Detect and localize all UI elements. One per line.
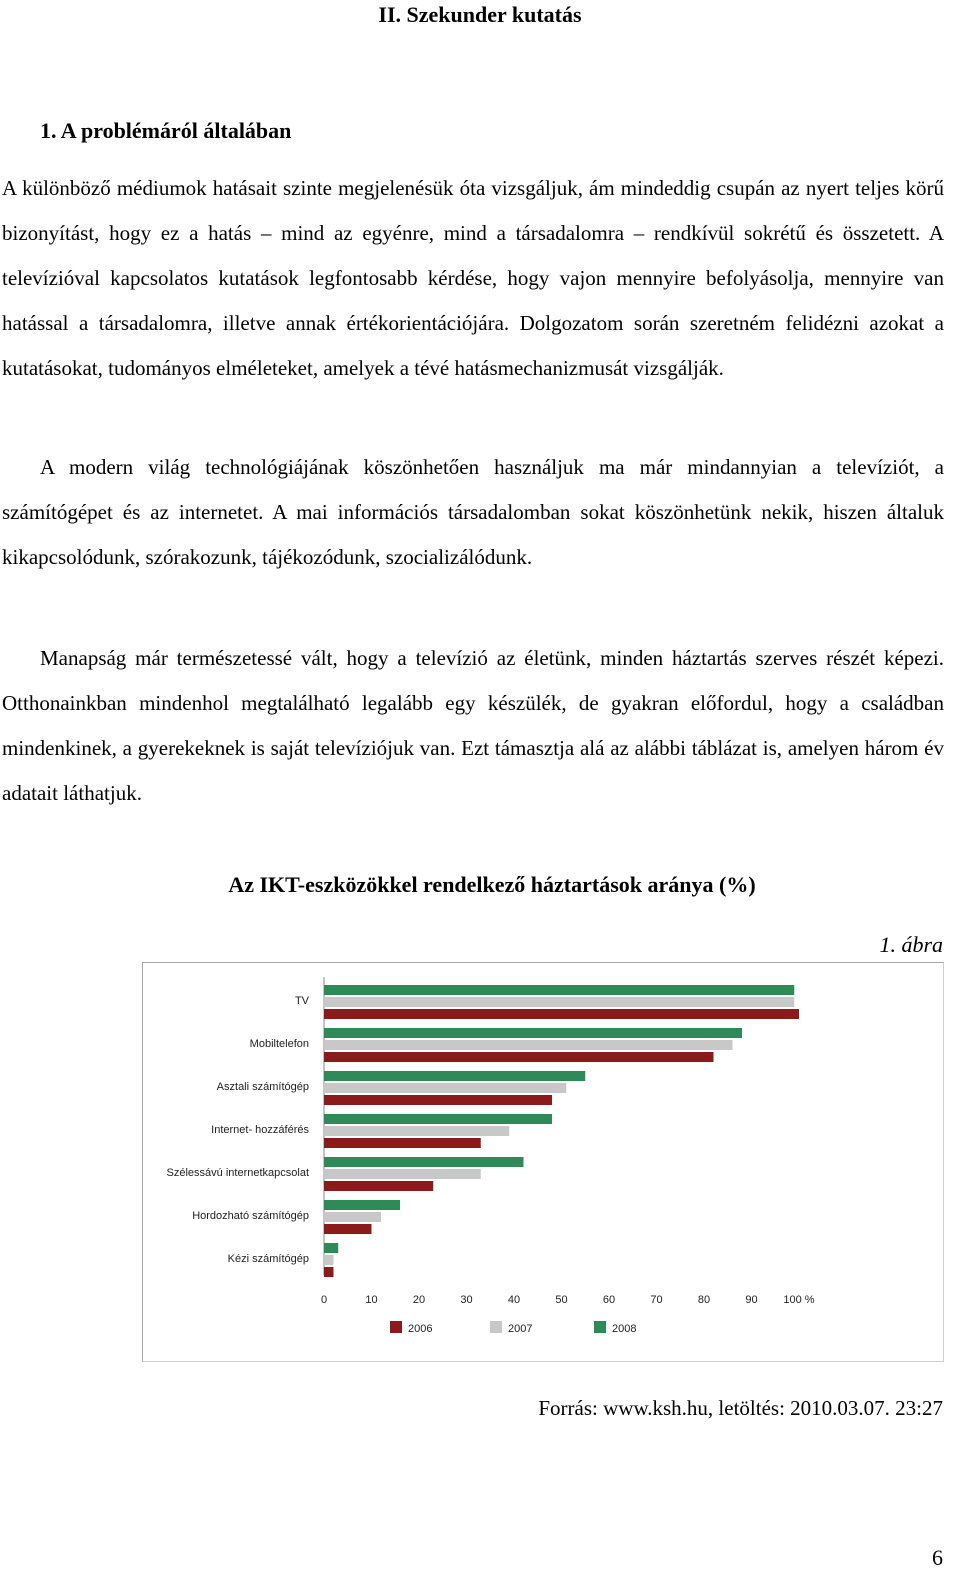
bar-2007 xyxy=(324,1212,381,1222)
bar-2008 xyxy=(324,1028,742,1038)
category-label: TV xyxy=(294,995,309,1007)
paragraph-3: Manapság már természetessé vált, hogy a televízió az életünk, minden háztartás szerves részét képezi. Otthonainkban mindenhol megtalálható legalább egy készülék, de gyakran előfordul, hogy a családban mindenkinek, a gyerekeknek is saját televíziójuk van. Ezt támasztja alá az alábbi táblázat is, amelyen három év adatait láthatjuk. xyxy=(2,646,944,805)
x-tick-label: 40 xyxy=(507,1294,521,1306)
category-label: Hordozható számítógép xyxy=(192,1210,309,1222)
x-tick-label: 20 xyxy=(412,1294,426,1306)
legend-label: 2007 xyxy=(508,1323,533,1335)
bar-2007 xyxy=(324,1255,334,1265)
section-heading: II. Szekunder kutatás xyxy=(378,2,582,27)
x-tick-label: 70 xyxy=(650,1294,663,1306)
bar-2006 xyxy=(324,1181,433,1191)
bar-2006 xyxy=(324,1009,799,1019)
bar-2008 xyxy=(324,1157,524,1167)
category-label: Kézi számítógép xyxy=(227,1253,309,1265)
bar-2007 xyxy=(324,1126,509,1136)
bar-2008 xyxy=(324,1071,585,1081)
page-number: 6 xyxy=(932,1545,943,1570)
category-label: Asztali számítógép xyxy=(216,1081,309,1093)
bar-2008 xyxy=(324,1200,400,1210)
bar-2008 xyxy=(324,1114,552,1124)
legend-swatch-2006 xyxy=(390,1321,402,1333)
subsection-heading: 1. A problémáról általában xyxy=(40,118,292,143)
paragraph-1: A különböző médiumok hatásait szinte megjelenésük óta vizsgáljuk, ám mindeddig csupán az nyert teljes körű bizonyítást, hogy ez a hatás – mind az egyénre, mind a társadalomra – rendkívül sokrétű és összetett. A televízióval kapcsolatos kutatások legfontosabb kérdése, hogy vajon mennyire befolyásolja, mennyire van hatással a társadalomra, illetve annak értékorientációjára. Dolgozatom során szeretném felidézni azokat a kutatásokat, tudományos elméleteket, amelyek a tévé hatásmechanizmusát vizsgálják. xyxy=(2,176,944,380)
category-label: Mobiltelefon xyxy=(249,1038,309,1050)
figure-title: Az IKT-eszközökkel rendelkező háztartások aránya (%) xyxy=(228,872,756,897)
bar-2007 xyxy=(324,997,794,1007)
bar-2007 xyxy=(324,1083,566,1093)
legend-label: 2008 xyxy=(612,1323,637,1335)
bar-2006 xyxy=(324,1052,714,1062)
bar-chart-svg xyxy=(143,963,943,1361)
bar-2006 xyxy=(324,1095,552,1105)
figure-number: 1. ábra xyxy=(879,932,943,957)
x-tick-label: 80 xyxy=(697,1294,711,1306)
category-label: Internet- hozzáférés xyxy=(211,1124,309,1136)
bar-2008 xyxy=(324,985,794,995)
bar-2006 xyxy=(324,1138,481,1148)
x-tick-label: 10 xyxy=(365,1294,378,1306)
bar-chart xyxy=(142,962,944,1362)
bar-2006 xyxy=(324,1267,334,1277)
paragraph-2: A modern világ technológiájának köszönhetően használjuk ma már mindannyian a televíziót, a számítógépet és az internetet. A mai információs társadalomban sokat köszönhetünk nekik, hiszen általuk kikapcsolódunk, szórakozunk, tájékozódunk, szocializálódunk. xyxy=(2,455,944,569)
bar-2008 xyxy=(324,1243,338,1253)
legend-swatch-2007 xyxy=(490,1321,502,1333)
x-tick-label: 0 xyxy=(320,1294,328,1306)
figure-source: Forrás: www.ksh.hu, letöltés: 2010.03.07. 23:27 xyxy=(538,1396,943,1420)
x-tick-label: 90 xyxy=(745,1294,758,1306)
x-tick-label: 100 % xyxy=(783,1294,815,1306)
x-tick-label: 50 xyxy=(555,1294,568,1306)
bar-2007 xyxy=(324,1169,481,1179)
bar-2006 xyxy=(324,1224,372,1234)
category-label: Szélessávú internetkapcsolat xyxy=(166,1167,309,1179)
legend-swatch-2008 xyxy=(594,1321,606,1333)
x-tick-label: 60 xyxy=(602,1294,616,1306)
x-tick-label: 30 xyxy=(460,1294,473,1306)
legend-label: 2006 xyxy=(408,1323,433,1335)
bar-2007 xyxy=(324,1040,733,1050)
